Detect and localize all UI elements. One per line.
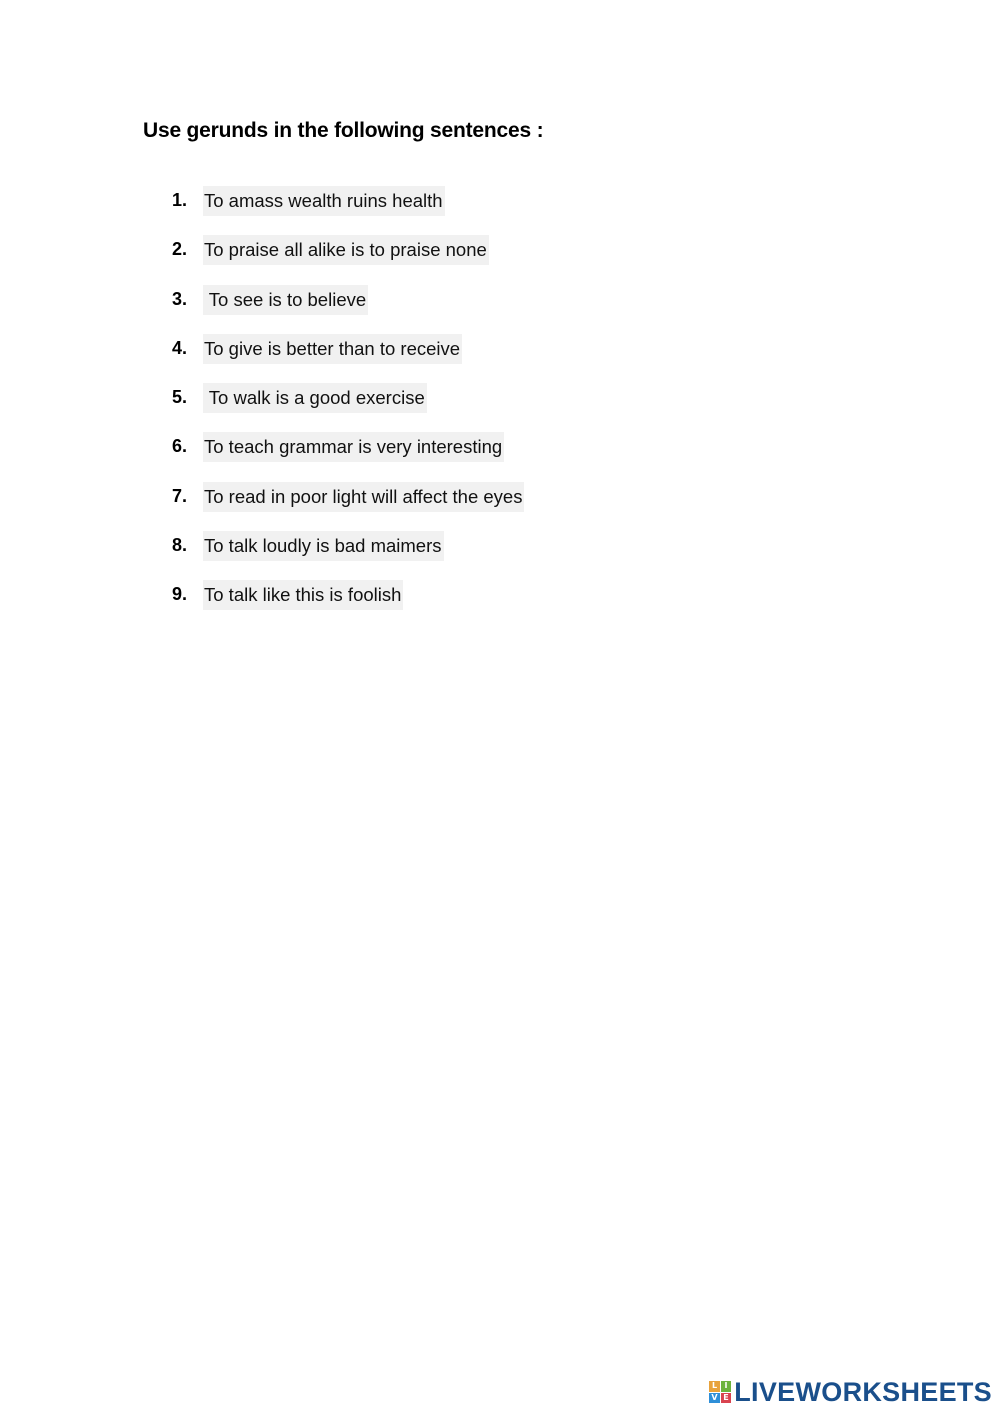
item-answer-field[interactable]: To talk loudly is bad maimers: [203, 531, 444, 561]
item-number: 7.: [172, 485, 188, 506]
item-number: 8.: [172, 535, 188, 556]
item-number: 1.: [172, 190, 188, 210]
item-number: 3.: [172, 288, 188, 309]
item-answer-field[interactable]: To see is to believe: [203, 285, 368, 315]
item-number: 5.: [172, 387, 188, 408]
item-answer-field[interactable]: To give is better than to receive: [203, 334, 462, 364]
item-answer-field[interactable]: To talk like this is foolish: [203, 580, 403, 610]
liveworksheets-logo: [709, 1377, 992, 1407]
logo-text: LIVEWORKSHEETS: [734, 1376, 992, 1407]
logo-mark-cell: V: [709, 1393, 720, 1404]
item-answer-field[interactable]: To walk is a good exercise: [203, 383, 427, 413]
worksheet-title: Use gerunds in the following sentences :: [143, 119, 544, 142]
logo-mark-icon: [709, 1381, 731, 1403]
item-number: 4.: [172, 337, 188, 358]
item-number: 6.: [172, 436, 188, 457]
logo-mark-cell: E: [721, 1393, 732, 1404]
item-number: 2.: [172, 239, 188, 260]
item-number: 9.: [172, 584, 188, 605]
item-answer-field[interactable]: To praise all alike is to praise none: [203, 235, 489, 265]
item-answer-field[interactable]: To teach grammar is very interesting: [203, 432, 504, 462]
item-answer-field[interactable]: To amass wealth ruins health: [203, 186, 445, 216]
item-answer-field[interactable]: To read in poor light will affect the eyes: [203, 482, 524, 512]
logo-mark-cell: L: [709, 1381, 720, 1392]
logo-mark-cell: I: [721, 1381, 732, 1392]
